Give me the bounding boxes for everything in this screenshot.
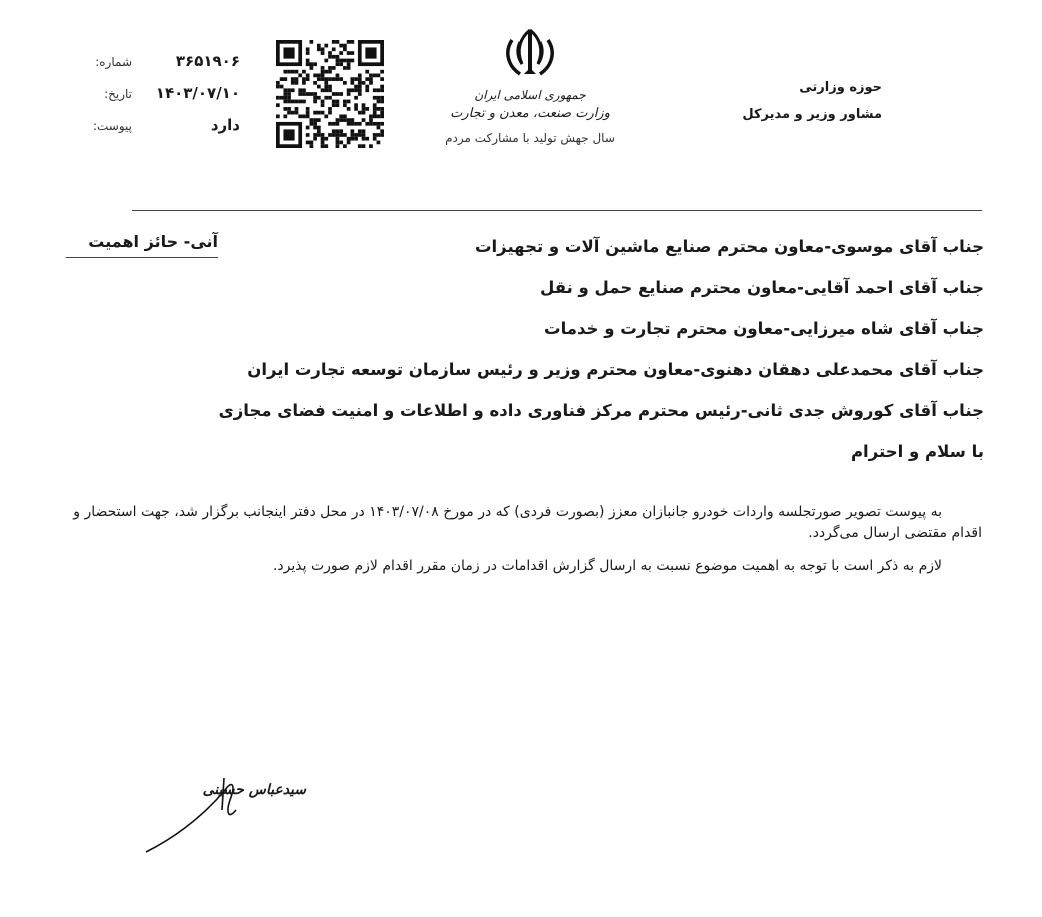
letter-date-label: تاریخ: — [104, 87, 132, 101]
gov-name: جمهوری اسلامی ایران — [474, 88, 586, 102]
office-domain: حوزه وزارتی — [799, 80, 882, 95]
recipient-line: جناب آقای کوروش جدی ثانی-رئیس محترم مرکز فناوری داده و اطلاعات و امنیت فضای مجازی — [218, 401, 984, 420]
recipient-line: جناب آقای موسوی-معاون محترم صنایع ماشین آلات و تجهیزات — [474, 237, 984, 256]
letter-body — [57, 502, 982, 589]
letter-number: ۳۶۵۱۹۰۶ — [175, 52, 240, 70]
recipients-list — [164, 226, 984, 472]
urgency-tag: آنی- حائز اهمیت — [66, 232, 218, 258]
iran-emblem-icon — [502, 24, 558, 80]
office-title: مشاور وزیر و مدیرکل — [742, 107, 882, 122]
letter-meta — [76, 52, 246, 148]
letter-attachment-row — [76, 116, 246, 134]
ministry-name: وزارت صنعت، معدن و تجارت — [450, 106, 610, 121]
recipient-line: جناب آقای احمد آقایی-معاون محترم صنایع حمل و نقل — [539, 278, 984, 297]
letter-number-row — [76, 52, 246, 70]
letter-date-row — [76, 84, 246, 102]
letter-number-label: شماره: — [95, 55, 132, 69]
office-block — [742, 80, 882, 134]
qr-code-icon — [276, 40, 384, 148]
letter-attachment: دارد — [210, 116, 240, 134]
ministry-header — [430, 24, 630, 145]
greeting: با سلام و احترام — [850, 442, 984, 461]
letter-date: ۱۴۰۳/۰۷/۱۰ — [155, 84, 240, 102]
header-divider — [132, 210, 982, 211]
recipient-line: جناب آقای محمدعلی دهقان دهنوی-معاون محترم وزیر و رئیس سازمان توسعه تجارت ایران — [247, 360, 984, 379]
recipient-line: جناب آقای شاه میرزایی-معاون محترم تجارت و خدمات — [544, 319, 984, 338]
signatory-name: سیدعباس حسینی — [202, 782, 306, 798]
letter-attachment-label: پیوست: — [92, 119, 132, 133]
signature-block — [140, 770, 330, 860]
year-slogan: سال جهش تولید با مشارکت مردم — [445, 131, 615, 145]
body-paragraph: لازم به ذکر است با توجه به اهمیت موضوع نسبت به ارسال گزارش اقدامات در زمان مقرر اقدام لازم صورت پذیرد. — [272, 558, 942, 574]
body-paragraph: به پیوست تصویر صورتجلسه واردات خودرو جانبازان معزز (بصورت فردی) که در مورخ ۱۴۰۳/۰۷/۰۸ در محل دفتر اینجانب برگزار شد، جهت استحضار و اقدام مقتضی ارسال می‌گردد. — [73, 504, 982, 541]
